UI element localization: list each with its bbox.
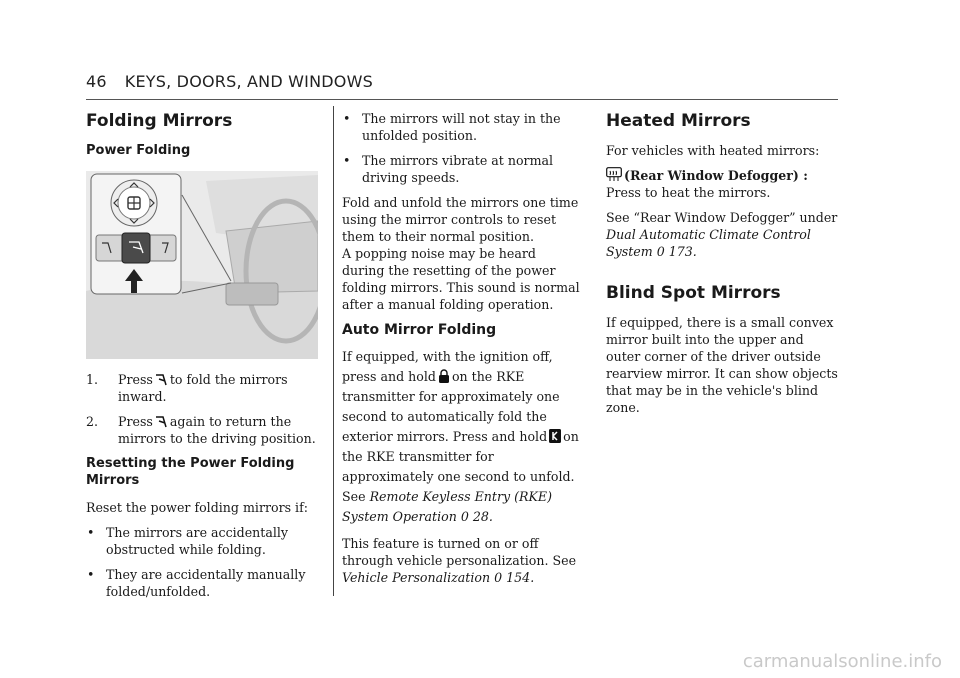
section-title: KEYS, DOORS, AND WINDOWS: [124, 72, 373, 91]
see-defogger-text: See “Rear Window Defogger” under Dual Automatic Climate Control System 0 173.: [606, 210, 838, 259]
list-item: • The mirrors vibrate at normal driving speeds.: [343, 153, 554, 185]
rke-reference[interactable]: Remote Keyless Entry (RKE) System Operation: [342, 489, 552, 524]
auto-folding-text: If equipped, with the ignition off, press and hold on the RKE transmitter for approximately one second to automatically fold the exterior mirrors. Press and hold on the RKE transmitter for approximately one second to unfold. See Remote Keyless Entry (RKE) System Operation 0 28.: [342, 349, 579, 524]
climate-control-reference[interactable]: Dual Automatic Climate Control System: [606, 227, 811, 259]
heated-mirrors-title: Heated Mirrors: [606, 111, 751, 131]
defogger-text: (Rear Window Defogger) : Press to heat the mirrors.: [606, 168, 808, 200]
mirror-fold-icon: [155, 415, 168, 428]
watermark: carmanualsonline.info: [742, 651, 942, 672]
step-2-text: again to return the mirrors to the driving position.: [118, 414, 316, 446]
folding-mirrors-title: Folding Mirrors: [86, 111, 233, 131]
mirror-control-illustration: [86, 171, 318, 359]
column-3: [606, 110, 838, 424]
mirror-control-figure: [86, 171, 318, 359]
personalization-reference[interactable]: Vehicle Personalization: [342, 570, 491, 585]
column-1: [86, 110, 322, 608]
blind-spot-mirrors-title: Blind Spot Mirrors: [606, 283, 781, 303]
bullet-symbol: •: [343, 153, 351, 168]
mirror-fold-icon: [155, 373, 168, 386]
column-2: [342, 110, 582, 594]
rear-defogger-icon: [606, 167, 622, 182]
auto-mirror-folding-heading: Auto Mirror Folding: [342, 322, 497, 338]
blind-spot-text: If equipped, there is a small convex mirror built into the upper and outer corner of the driver outside rearview mirror. It can show objects that may be in the vehicle's blind zone.: [606, 315, 838, 415]
arrow-symbol: 0: [656, 244, 665, 259]
step-2-press: Press: [118, 414, 153, 429]
step-1-text: to fold the mirrors inward.: [118, 372, 288, 404]
list-item: • The mirrors will not stay in the unfolded position.: [343, 111, 561, 143]
noise-text: A popping noise may be heard during the resetting of the power folding mirrors. This sound is normal after a manual folding operation.: [342, 246, 580, 312]
rke-page-ref[interactable]: 28: [472, 509, 489, 524]
step-1-number: 1.: [86, 372, 99, 387]
lock-icon: [438, 369, 450, 383]
page-number: 46: [86, 72, 107, 91]
arrow-symbol: 0: [494, 570, 503, 585]
step-2: [86, 413, 322, 447]
personalization-text: This feature is turned on or off through vehicle personalization. See Vehicle Personalization 0 154.: [342, 536, 577, 585]
bullet-symbol: •: [343, 111, 351, 126]
power-folding-heading: Power Folding: [86, 143, 191, 158]
heated-intro: For vehicles with heated mirrors:: [606, 143, 820, 158]
step-1: [86, 371, 322, 405]
climate-control-page-ref[interactable]: 173: [668, 244, 693, 259]
resetting-heading: Resetting the Power Folding Mirrors: [86, 456, 295, 488]
arrow-symbol: 0: [460, 509, 469, 524]
unlock-icon: [549, 429, 561, 443]
list-item: • The mirrors are accidentally obstructed while folding.: [87, 525, 289, 557]
reset-intro: Reset the power folding mirrors if:: [86, 500, 308, 515]
list-item: • They are accidentally manually folded/unfolded.: [87, 567, 306, 599]
personalization-page-ref[interactable]: 154: [506, 570, 531, 585]
step-2-number: 2.: [86, 414, 99, 429]
page-header: [86, 72, 373, 91]
bullet-symbol: •: [87, 525, 95, 540]
bullet-symbol: •: [87, 567, 95, 582]
fold-text: Fold and unfold the mirrors one time using the mirror controls to reset them to their normal position.: [342, 195, 579, 244]
column-divider: [333, 106, 334, 596]
header-rule: [86, 99, 838, 100]
step-1-press: Press: [118, 372, 153, 387]
defogger-label: (Rear Window Defogger) :: [624, 168, 808, 183]
